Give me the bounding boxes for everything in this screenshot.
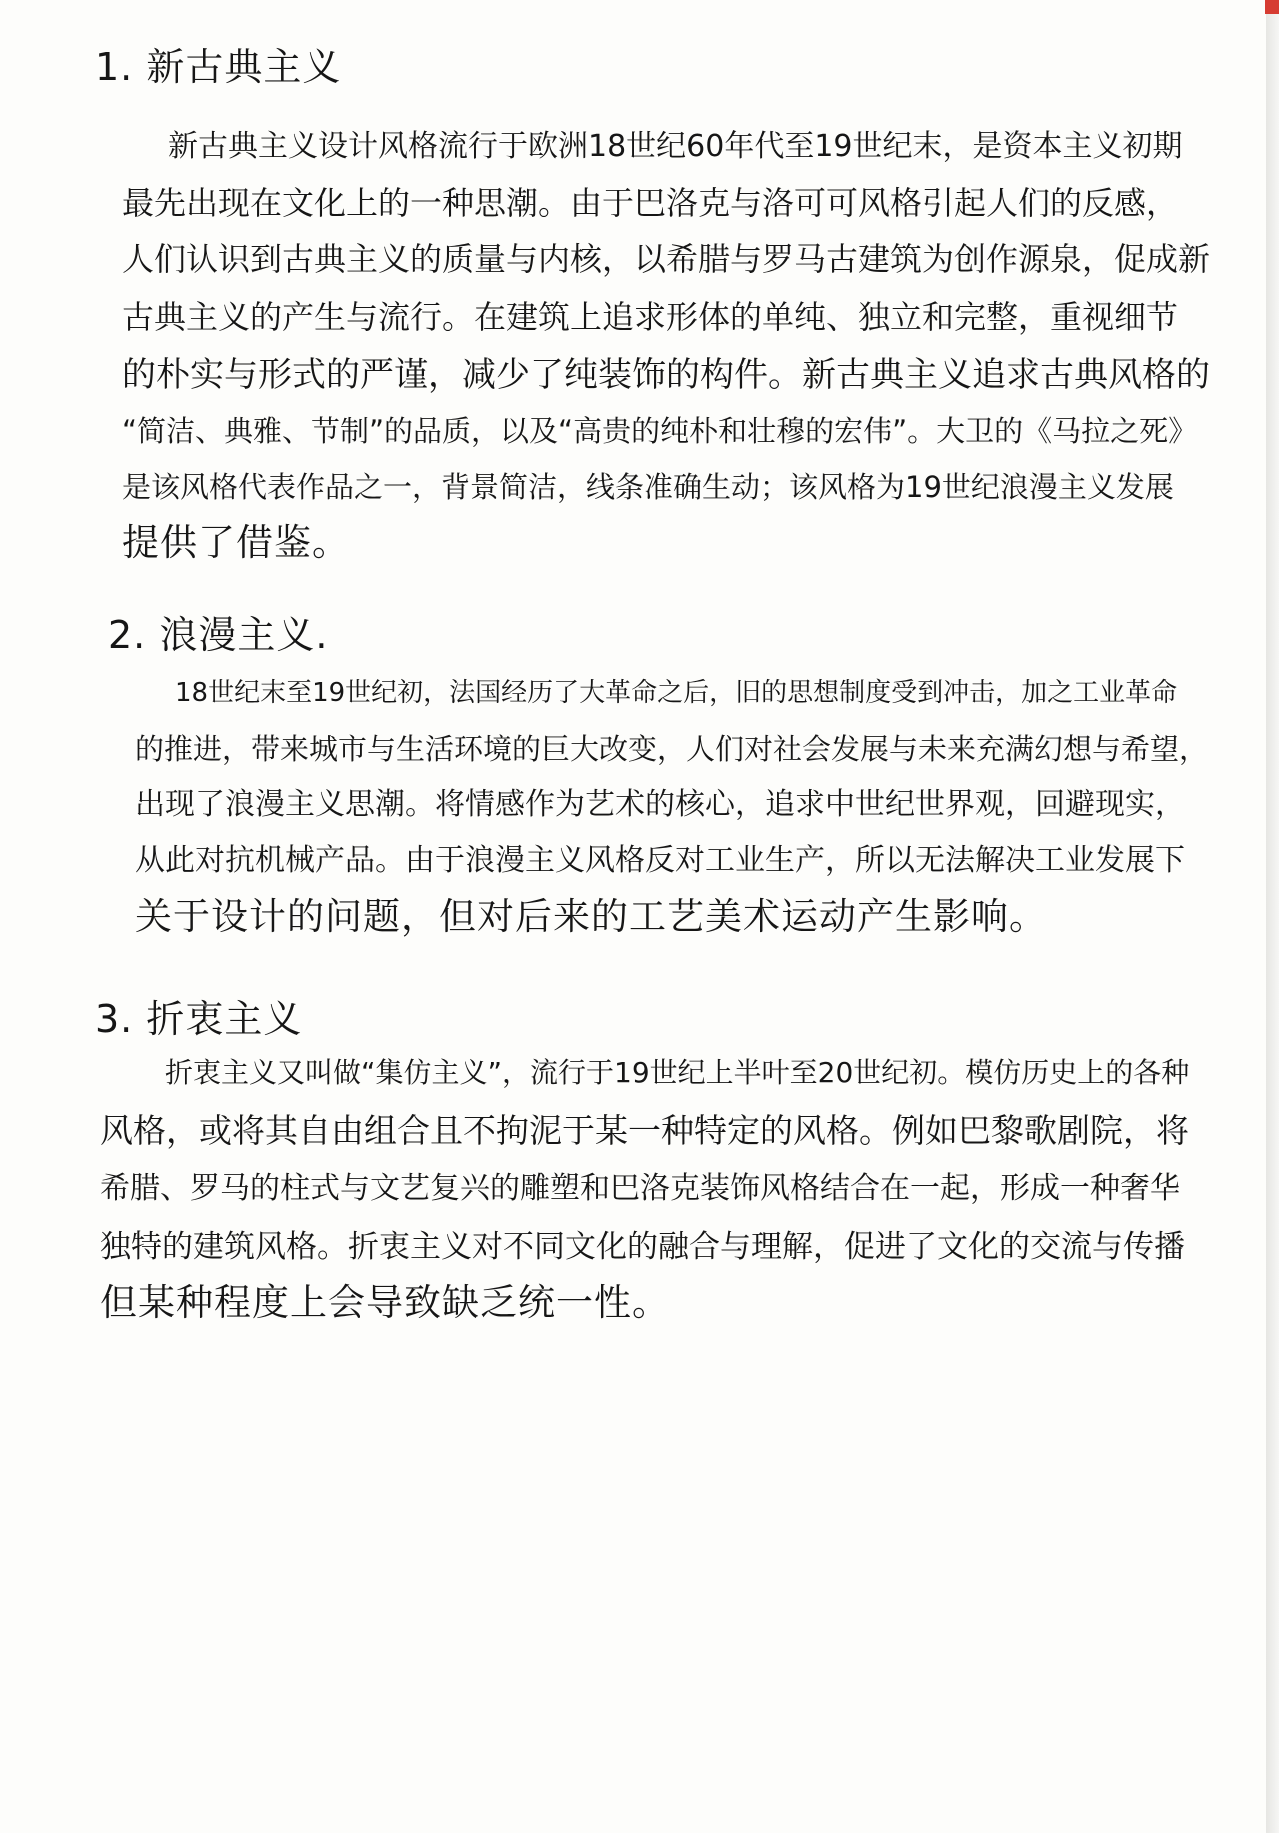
section-1-line-1: 新古典主义设计风格流行于欧洲18世纪60年代至19世纪末，是资本主义初期 bbox=[168, 129, 1183, 164]
page-edge bbox=[1266, 0, 1279, 1833]
section-2-line-3: 出现了浪漫主义思潮。将情感作为艺术的核心，追求中世纪世界观，回避现实， bbox=[135, 787, 1185, 822]
section-1-line-5: 的朴实与形式的严谨，减少了纯装饰的构件。新古典主义追求古典风格的 bbox=[122, 355, 1210, 395]
corner-mark bbox=[1265, 0, 1279, 14]
section-1-heading: 1. 新古典主义 bbox=[95, 45, 342, 89]
section-1-line-3: 人们认识到古典主义的质量与内核，以希腊与罗马古建筑为创作源泉，促成新 bbox=[122, 240, 1211, 278]
section-1-line-8: 提供了借鉴。 bbox=[122, 521, 350, 564]
section-2-line-4: 从此对抗机械产品。由于浪漫主义风格反对工业生产，所以无法解决工业发展下 bbox=[135, 843, 1185, 878]
section-3-line-5: 但某种程度上会导致缺乏统一性。 bbox=[100, 1281, 670, 1324]
section-2-line-5: 关于设计的问题，但对后来的工艺美术运动产生影响。 bbox=[135, 895, 1047, 938]
section-2-heading: 2. 浪漫主义. bbox=[108, 613, 329, 657]
section-1-line-2: 最先出现在文化上的一种思潮。由于巴洛克与洛可可风格引起人们的反感， bbox=[122, 184, 1179, 222]
section-3-line-1: 折衷主义又叫做“集仿主义”，流行于19世纪上半叶至20世纪初。模仿历史上的各种 bbox=[165, 1056, 1190, 1089]
section-3-line-4: 独特的建筑风格。折衷主义对不同文化的融合与理解，促进了文化的交流与传播 bbox=[100, 1229, 1185, 1265]
section-2-line-1: 18世纪末至19世纪初，法国经历了大革命之后，旧的思想制度受到冲击，加之工业革命 bbox=[175, 678, 1178, 708]
section-3-line-2: 风格，或将其自由组合且不拘泥于某一种特定的风格。例如巴黎歌剧院，将 bbox=[100, 1111, 1189, 1150]
section-3-heading: 3. 折衷主义 bbox=[95, 997, 303, 1041]
section-1-line-6: “简洁、典雅、节制”的品质，以及“高贵的纯朴和壮穆的宏伟”。大卫的《马拉之死》 bbox=[122, 414, 1198, 448]
section-3-line-3: 希腊、罗马的柱式与文艺复兴的雕塑和巴洛克装饰风格结合在一起，形成一种奢华 bbox=[100, 1171, 1180, 1206]
section-1-line-4: 古典主义的产生与流行。在建筑上追求形体的单纯、独立和完整，重视细节 bbox=[122, 298, 1179, 336]
section-1-line-7: 是该风格代表作品之一，背景简洁，线条准确生动；该风格为19世纪浪漫主义发展 bbox=[122, 470, 1174, 504]
section-2-line-2: 的推进，带来城市与生活环境的巨大改变，人们对社会发展与未来充满幻想与希望， bbox=[135, 732, 1209, 766]
